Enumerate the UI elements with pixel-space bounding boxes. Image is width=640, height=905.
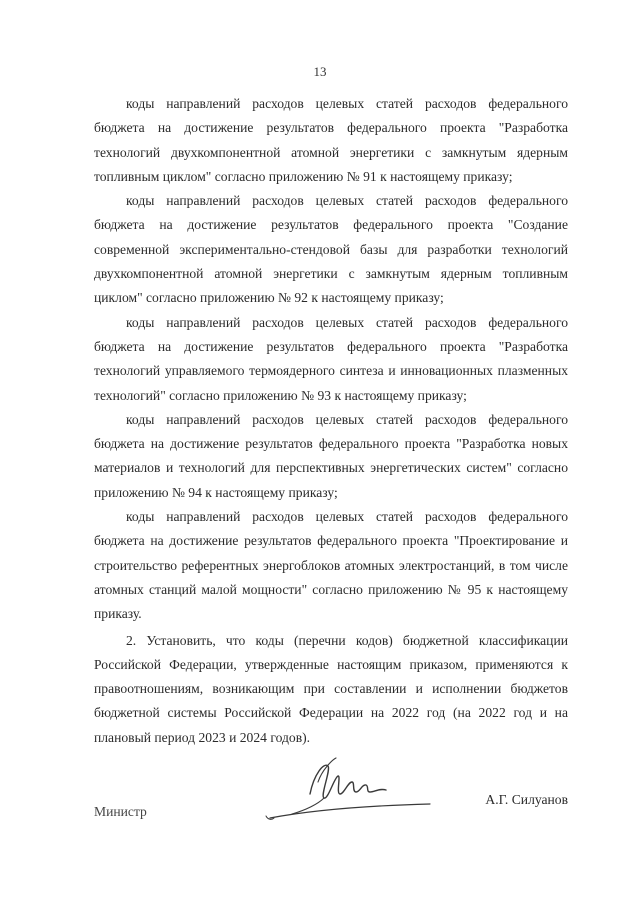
paragraph-appendix-91: коды направлений расходов целевых статей расходов федерального бюджета на достижение результатов федерального проекта "Разработка технологий двухкомпонентной атомной энергетики с замкнутым ядерным топливным циклом" согласно приложению № 91 к настоящему приказу; [94, 96, 568, 184]
signatory-title: Министр [94, 804, 147, 819]
signatory-name: А.Г. Силуанов [485, 792, 568, 807]
paragraph-appendix-94: коды направлений расходов целевых статей расходов федерального бюджета на достижение результатов федерального проекта "Разработка новых материалов и технологий для перспективных энергетических систем" согласно приложению № 94 к настоящему приказу; [94, 411, 568, 500]
page-number: 13 [313, 64, 327, 79]
signature-block [94, 792, 568, 830]
paragraph-appendix-95: коды направлений расходов целевых статей расходов федерального бюджета на достижение результатов федерального проекта "Проектирование и строительство референтных энергоблоков атомных электростанций, в том числе атомных станций малой мощности" согласно приложению № 95 к настоящему приказу. [94, 509, 568, 622]
paragraph-appendix-92: коды направлений расходов целевых статей расходов федерального бюджета на достижение результатов федерального проекта "Создание современной экспериментально-стендовой базы для разработки технологий двухкомпонентной атомной энергетики с замкнутым ядерным топливным циклом" согласно приложению № 92 к настоящему приказу; [94, 193, 568, 306]
paragraph-appendix-93: коды направлений расходов целевых статей расходов федерального бюджета на достижение результатов федерального проекта "Разработка технологий управляемого термоядерного синтеза и инновационных плазменных технологий" согласно приложению № 93 к настоящему приказу; [94, 314, 568, 403]
paragraph-clause-2: 2. Установить, что коды (перечни кодов) бюджетной классификации Российской Федерации, утвержденные настоящим приказом, применяются к правоотношениям, возникающим при составлении и исполнении бюджетов бюджетной системы Российской Федерации на 2022 год (на 2022 год и на плановый период 2023 и 2024 годов). [94, 632, 568, 745]
document-body [94, 92, 568, 750]
